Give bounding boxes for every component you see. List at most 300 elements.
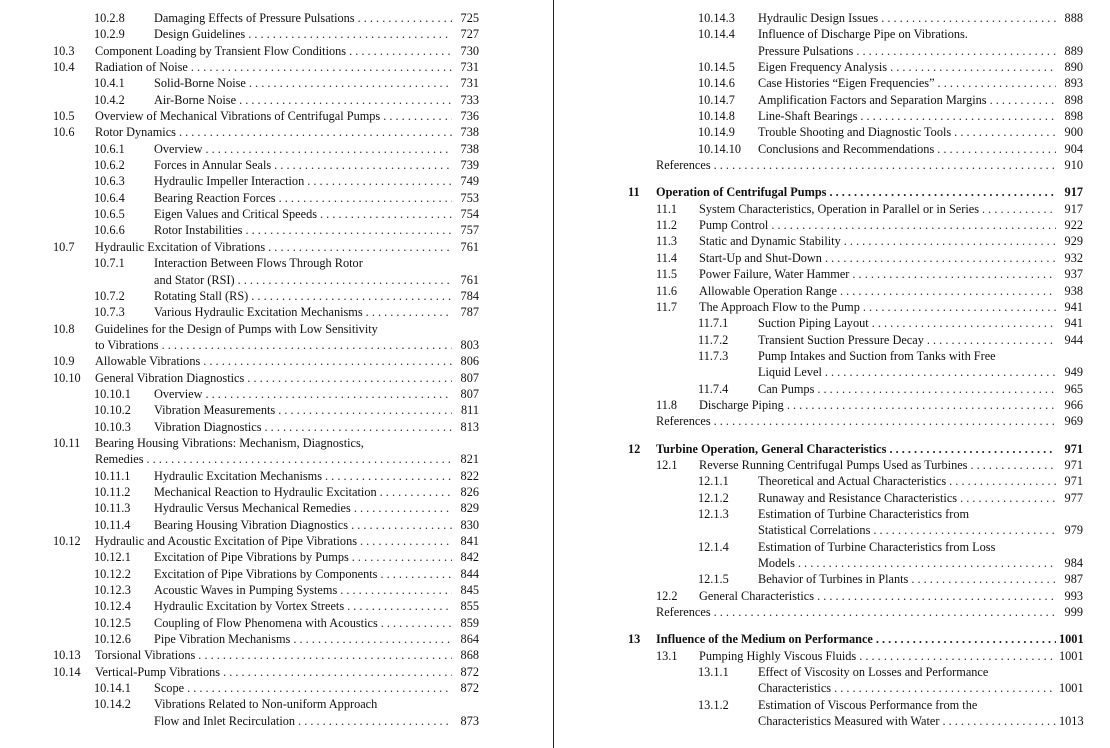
dot-leader [307, 173, 452, 189]
toc-entry[interactable] [53, 92, 479, 108]
toc-entry[interactable] [628, 75, 1083, 91]
dot-leader [340, 582, 452, 598]
toc-entry[interactable] [53, 124, 479, 140]
toc-title: Interaction Between Flows Through Rotor [154, 256, 363, 271]
dot-leader [817, 588, 1056, 604]
toc-entry[interactable] [53, 222, 479, 238]
toc-section-number: 10.9 [53, 354, 75, 369]
toc-section-number: 10.4.1 [94, 76, 125, 91]
dot-leader [911, 571, 1056, 587]
toc-page-left [53, 10, 479, 729]
dot-leader [825, 250, 1056, 266]
toc-entry[interactable] [53, 631, 479, 647]
dot-leader [852, 266, 1056, 282]
dot-leader [268, 239, 452, 255]
dot-leader [860, 108, 1056, 124]
toc-entry[interactable] [53, 696, 479, 712]
toc-section-number: 12.1.2 [698, 490, 729, 505]
toc-title: Behavior of Turbines in Plants [758, 572, 909, 587]
toc-title: Component Loading by Transient Flow Conditions [95, 43, 347, 58]
dot-leader [938, 75, 1056, 91]
toc-page-number: 910 [1064, 158, 1083, 173]
toc-entry[interactable] [53, 582, 479, 598]
toc-page-number: 969 [1064, 414, 1083, 429]
toc-entry[interactable] [628, 141, 1083, 157]
dot-leader [248, 26, 452, 42]
toc-title: Eigen Values and Critical Speeds [154, 207, 318, 222]
toc-title: Hydraulic Excitation of Vibrations [95, 239, 266, 254]
dot-leader [834, 680, 1056, 696]
toc-section-number: 12.1.1 [698, 474, 729, 489]
toc-title: Trouble Shooting and Diagnostic Tools [758, 125, 952, 140]
toc-page-number: 725 [460, 11, 479, 25]
toc-entry[interactable] [628, 664, 1083, 680]
toc-entry[interactable] [628, 10, 1083, 26]
toc-entry[interactable] [628, 522, 1083, 538]
toc-page-number: 917 [1064, 201, 1083, 216]
toc-entry[interactable] [53, 468, 479, 484]
toc-title: Rotor Instabilities [154, 223, 243, 238]
toc-title: Solid-Borne Noise [154, 76, 246, 91]
toc-title: Hydraulic and Acoustic Excitation of Pipe Vibrations [95, 534, 357, 548]
dot-leader [383, 108, 452, 124]
dot-leader [873, 522, 1056, 538]
toc-section-number: 10.14.10 [698, 141, 742, 156]
toc-section-number: 11.2 [656, 218, 678, 233]
toc-section-number: 10.14.8 [698, 109, 735, 124]
toc-entry[interactable] [53, 190, 479, 206]
dot-leader [872, 315, 1056, 331]
toc-entry[interactable] [628, 299, 1083, 315]
toc-title: Characteristics Measured with Water [758, 714, 940, 729]
toc-page-right [628, 10, 1083, 729]
toc-title: Hydraulic Design Issues [758, 11, 879, 25]
toc-title: Vibration Diagnostics [154, 419, 262, 434]
dot-leader [380, 566, 452, 582]
toc-section-number: 10.13 [53, 648, 81, 663]
toc-section-number: 10.14.7 [698, 92, 735, 107]
toc-entry[interactable] [628, 124, 1083, 140]
toc-page-number: 1001 [1059, 681, 1084, 696]
toc-entry[interactable] [53, 615, 479, 631]
toc-title: Conclusions and Recommendations [758, 141, 935, 156]
toc-section-number: 10.10.3 [94, 419, 131, 434]
toc-entry[interactable] [628, 92, 1083, 108]
toc-entry[interactable] [628, 59, 1083, 75]
toc-page-number: 900 [1064, 125, 1083, 140]
toc-page-number: 859 [460, 615, 479, 630]
toc-title: The Approach Flow to the Pump [699, 299, 860, 314]
toc-chapter-entry[interactable] [628, 631, 1083, 647]
dot-leader [279, 190, 452, 206]
toc-page-number: 738 [460, 125, 479, 140]
toc-entry[interactable] [628, 108, 1083, 124]
dot-leader [198, 647, 452, 663]
dot-leader [714, 413, 1056, 429]
toc-title: Characteristics [758, 681, 832, 696]
dot-leader [817, 381, 1056, 397]
toc-entry[interactable] [628, 233, 1083, 249]
toc-title: Pump Control [699, 218, 769, 233]
toc-entry[interactable] [53, 173, 479, 189]
toc-entry[interactable] [628, 413, 1083, 429]
toc-section-number: 12.1.3 [698, 506, 729, 521]
toc-title: Start-Up and Shut-Down [699, 250, 822, 265]
toc-entry[interactable] [628, 283, 1083, 299]
toc-page-number: 855 [460, 599, 479, 614]
toc-section-number: 10.7.3 [94, 305, 125, 320]
toc-entry[interactable] [628, 697, 1083, 713]
dot-leader [147, 451, 453, 467]
toc-section-number: 10.3 [53, 43, 75, 58]
toc-entry[interactable] [628, 539, 1083, 555]
toc-entry[interactable] [628, 381, 1083, 397]
toc-title: References [656, 605, 711, 620]
toc-section-number: 10.14.2 [94, 697, 131, 712]
toc-title: Hydraulic Excitation Mechanisms [154, 468, 323, 483]
toc-entry[interactable] [628, 397, 1083, 413]
toc-section-number: 12.1 [656, 457, 678, 472]
toc-entry[interactable] [53, 549, 479, 565]
toc-page-number: 730 [460, 43, 479, 58]
dot-leader [360, 533, 452, 549]
toc-section-number: 10.12.1 [94, 550, 131, 565]
toc-entry[interactable] [628, 43, 1083, 59]
toc-page-number: 1001 [1059, 648, 1084, 663]
toc-page-number: 787 [460, 305, 479, 320]
toc-entry[interactable] [628, 680, 1083, 696]
toc-entry[interactable] [628, 604, 1083, 620]
toc-section-number: 10.14.1 [94, 681, 131, 696]
toc-entry[interactable] [53, 108, 479, 124]
toc-entry[interactable] [53, 141, 479, 157]
toc-title: References [656, 414, 711, 429]
toc-title: Mechanical Reaction to Hydraulic Excitation [154, 484, 377, 499]
dot-leader [251, 288, 452, 304]
toc-page-number: 966 [1064, 397, 1083, 412]
dot-leader [351, 517, 452, 533]
toc-section-number: 13 [628, 632, 641, 647]
toc-page-number: 822 [460, 468, 479, 483]
toc-entry[interactable] [53, 402, 479, 418]
toc-title: System Characteristics, Operation in Parallel or in Series [699, 201, 980, 216]
toc-page-number: 829 [460, 501, 479, 516]
toc-section-number: 10.7 [53, 239, 75, 254]
toc-title: Discharge Piping [699, 397, 784, 412]
toc-section-number: 12.1.4 [698, 539, 729, 554]
dot-leader [856, 43, 1056, 59]
toc-entry[interactable] [53, 288, 479, 304]
toc-entry[interactable] [53, 26, 479, 42]
dot-leader [191, 59, 452, 75]
toc-title: Influence of the Medium on Performance [656, 632, 873, 647]
toc-section-number: 10.14.6 [698, 76, 735, 91]
toc-page-number: 917 [1064, 185, 1083, 200]
toc-title: Static and Dynamic Stability [699, 234, 841, 249]
toc-section-number: 11.1 [656, 201, 678, 216]
dot-leader [829, 184, 1056, 200]
toc-page-number: 830 [460, 517, 479, 532]
toc-entry[interactable] [628, 217, 1083, 233]
dot-leader [238, 272, 452, 288]
toc-entry[interactable] [628, 266, 1083, 282]
toc-section-number: 10.12.2 [94, 566, 131, 581]
toc-title: Radiation of Noise [95, 60, 188, 75]
toc-title: Liquid Level [758, 365, 822, 380]
toc-section-number: 10.10.2 [94, 403, 131, 418]
toc-page-number: 938 [1064, 283, 1083, 298]
toc-page-number: 731 [460, 60, 479, 75]
toc-section-number: 12.1.5 [698, 572, 729, 587]
toc-page-number: 890 [1064, 60, 1083, 75]
toc-entry[interactable] [53, 386, 479, 402]
toc-entry[interactable] [53, 598, 479, 614]
toc-entry[interactable] [628, 506, 1083, 522]
toc-entry[interactable] [53, 451, 479, 467]
toc-entry[interactable] [53, 75, 479, 91]
dot-leader [798, 555, 1056, 571]
toc-title: Pipe Vibration Mechanisms [154, 632, 291, 647]
toc-section-number: 10.7.2 [94, 288, 125, 303]
toc-entry[interactable] [628, 364, 1083, 380]
toc-page-number: 753 [460, 190, 479, 205]
toc-entry[interactable] [53, 713, 479, 729]
toc-page-number: 844 [460, 566, 479, 581]
toc-title: Air-Borne Noise [154, 92, 237, 107]
toc-title: Overview [154, 386, 203, 401]
toc-section-number: 11.7 [656, 299, 678, 314]
toc-chapter-entry[interactable] [628, 441, 1083, 457]
toc-entry[interactable] [53, 680, 479, 696]
toc-title: Overview [154, 141, 203, 156]
toc-entry[interactable] [53, 321, 479, 337]
toc-entry[interactable] [53, 500, 479, 516]
toc-section-number: 10.11.4 [94, 517, 131, 532]
toc-entry[interactable] [53, 647, 479, 663]
dot-leader [825, 364, 1056, 380]
dot-leader [937, 141, 1056, 157]
toc-entry[interactable] [628, 571, 1083, 587]
toc-title: Pressure Pulsations [758, 43, 854, 58]
toc-title: Various Hydraulic Excitation Mechanisms [154, 305, 363, 320]
toc-page-number: 731 [460, 76, 479, 91]
toc-entry[interactable] [53, 157, 479, 173]
toc-section-number: 11.5 [656, 267, 678, 282]
dot-leader [859, 648, 1056, 664]
toc-chapter-entry[interactable] [628, 184, 1083, 200]
toc-title: Torsional Vibrations [95, 648, 196, 663]
toc-page-number: 761 [460, 272, 479, 287]
toc-entry[interactable] [53, 337, 479, 353]
toc-title: Estimation of Turbine Characteristics from [758, 506, 970, 521]
toc-section-number: 11 [628, 185, 640, 200]
dot-leader [990, 92, 1056, 108]
dot-leader [380, 484, 452, 500]
toc-title: Hydraulic Versus Mechanical Remedies [154, 501, 351, 516]
toc-page-number: 749 [460, 174, 479, 189]
toc-entry[interactable] [628, 26, 1083, 42]
toc-title: Rotor Dynamics [95, 125, 176, 140]
toc-entry[interactable] [53, 59, 479, 75]
toc-title: to Vibrations [95, 337, 159, 352]
toc-entry[interactable] [53, 255, 479, 271]
toc-title: Estimation of Viscous Performance from the [758, 697, 978, 712]
toc-entry[interactable] [628, 332, 1083, 348]
toc-page-number: 754 [460, 207, 479, 222]
dot-leader [960, 490, 1056, 506]
toc-entry[interactable] [628, 250, 1083, 266]
toc-section-number: 10.10.1 [94, 386, 131, 401]
dot-leader [320, 206, 452, 222]
dot-leader [249, 75, 452, 91]
toc-title: Hydraulic Excitation by Vortex Streets [154, 599, 345, 614]
toc-title: Bearing Reaction Forces [154, 190, 276, 205]
toc-entry[interactable] [628, 457, 1083, 473]
toc-title: Pump Intakes and Suction from Tanks with Free [758, 348, 996, 363]
toc-page-number: 932 [1064, 250, 1083, 265]
dot-leader [347, 598, 452, 614]
dot-leader [298, 713, 452, 729]
dot-leader [358, 10, 452, 26]
dot-leader [245, 222, 452, 238]
toc-entry[interactable] [53, 435, 479, 451]
toc-section-number: 10.12.4 [94, 599, 131, 614]
toc-entry[interactable] [53, 517, 479, 533]
dot-leader [982, 201, 1056, 217]
toc-page-number: 949 [1064, 365, 1083, 380]
toc-page-number: 761 [460, 239, 479, 254]
toc-section-number: 11.8 [656, 397, 678, 412]
dot-leader [890, 59, 1056, 75]
toc-title: Statistical Correlations [758, 523, 871, 538]
toc-title: Bearing Housing Vibrations: Mechanism, Diagnostics, [95, 435, 364, 450]
toc-entry[interactable] [53, 566, 479, 582]
toc-section-number: 10.6.6 [94, 223, 125, 238]
toc-page-number: 889 [1064, 43, 1083, 58]
toc-title: Damaging Effects of Pressure Pulsations [154, 11, 355, 25]
toc-page-number: 987 [1064, 572, 1083, 587]
toc-section-number: 10.6.5 [94, 207, 125, 222]
toc-page-number: 872 [460, 681, 479, 696]
toc-entry[interactable] [628, 473, 1083, 489]
toc-section-number: 11.7.4 [698, 381, 729, 396]
toc-entry[interactable] [53, 206, 479, 222]
toc-entry[interactable] [53, 353, 479, 369]
toc-title: Vibration Measurements [154, 403, 276, 418]
toc-section-number: 10.4 [53, 60, 75, 75]
toc-title: Transient Suction Pressure Decay [758, 332, 924, 347]
dot-leader [349, 43, 452, 59]
toc-title: Effect of Viscosity on Losses and Performance [758, 665, 989, 680]
toc-entry[interactable] [53, 533, 479, 549]
toc-entry[interactable] [53, 304, 479, 320]
toc-page-number: 757 [460, 223, 479, 238]
toc-title: Remedies [95, 452, 144, 467]
toc-entry[interactable] [628, 315, 1083, 331]
toc-section-number: 10.2.8 [94, 11, 125, 25]
dot-leader [352, 549, 452, 565]
toc-entry[interactable] [53, 43, 479, 59]
toc-entry[interactable] [53, 664, 479, 680]
toc-entry[interactable] [628, 201, 1083, 217]
toc-entry[interactable] [53, 10, 479, 26]
toc-title: Allowable Vibrations [95, 354, 201, 369]
toc-page-number: 977 [1064, 490, 1083, 505]
toc-page-number: 922 [1064, 218, 1083, 233]
dot-leader [927, 332, 1056, 348]
toc-page-number: 984 [1064, 556, 1083, 570]
toc-title: General Vibration Diagnostics [95, 370, 245, 385]
dot-leader [970, 457, 1056, 473]
toc-entry[interactable] [53, 419, 479, 435]
toc-section-number: 13.1 [656, 648, 678, 663]
dot-leader [239, 92, 452, 108]
toc-title: Allowable Operation Range [699, 283, 837, 298]
dot-leader [954, 124, 1056, 140]
toc-section-number: 10.7.1 [94, 256, 125, 271]
dot-leader [187, 680, 452, 696]
toc-entry[interactable] [628, 713, 1083, 729]
toc-title: Rotating Stall (RS) [154, 288, 249, 303]
dot-leader [844, 233, 1056, 249]
toc-section-number: 10.11.1 [94, 468, 131, 483]
toc-title: Amplification Factors and Separation Margins [758, 92, 987, 107]
toc-page-number: 821 [460, 452, 479, 467]
toc-title: Hydraulic Impeller Interaction [154, 174, 305, 189]
dot-leader [179, 124, 452, 140]
toc-page-number: 893 [1064, 76, 1083, 91]
toc-section-number: 10.12.3 [94, 583, 131, 598]
toc-entry[interactable] [628, 157, 1083, 173]
toc-entry[interactable] [53, 484, 479, 500]
toc-section-number: 12 [628, 441, 641, 456]
dot-leader [881, 10, 1056, 26]
dot-leader [223, 664, 452, 680]
toc-page-number: 898 [1064, 109, 1083, 124]
toc-section-number: 11.7.2 [698, 332, 729, 347]
toc-title: Scope [154, 681, 185, 696]
toc-entry[interactable] [53, 370, 479, 386]
dot-leader [942, 713, 1056, 729]
toc-title: Excitation of Pipe Vibrations by Pumps [154, 550, 349, 565]
toc-entry[interactable] [53, 272, 479, 288]
toc-title: Operation of Centrifugal Pumps [656, 185, 827, 200]
toc-title: Runaway and Resistance Characteristics [758, 490, 958, 505]
toc-title: Vertical-Pump Vibrations [95, 664, 221, 679]
toc-page-number: 807 [460, 370, 479, 385]
toc-title: Models [758, 556, 795, 570]
toc-title: Flow and Inlet Recirculation [154, 713, 296, 728]
dot-leader [265, 419, 452, 435]
toc-entry[interactable] [53, 239, 479, 255]
toc-section-number: 10.12.5 [94, 615, 131, 630]
toc-entry[interactable] [628, 490, 1083, 506]
toc-page-number: 1001 [1059, 632, 1084, 647]
toc-title: Overview of Mechanical Vibrations of Centrifugal Pumps [95, 109, 381, 124]
toc-title: Coupling of Flow Phenomena with Acoustics [154, 615, 378, 630]
toc-section-number: 10.14 [53, 664, 81, 679]
dot-leader [203, 353, 452, 369]
toc-title: Guidelines for the Design of Pumps with Low Sensitivity [95, 321, 378, 336]
toc-entry[interactable] [628, 588, 1083, 604]
toc-entry[interactable] [628, 648, 1083, 664]
dot-leader [274, 157, 452, 173]
toc-entry[interactable] [628, 555, 1083, 571]
dot-leader [293, 631, 452, 647]
toc-entry[interactable] [628, 348, 1083, 364]
toc-section-number: 11.4 [656, 250, 678, 265]
toc-title: Vibrations Related to Non-uniform Approach [154, 697, 378, 712]
